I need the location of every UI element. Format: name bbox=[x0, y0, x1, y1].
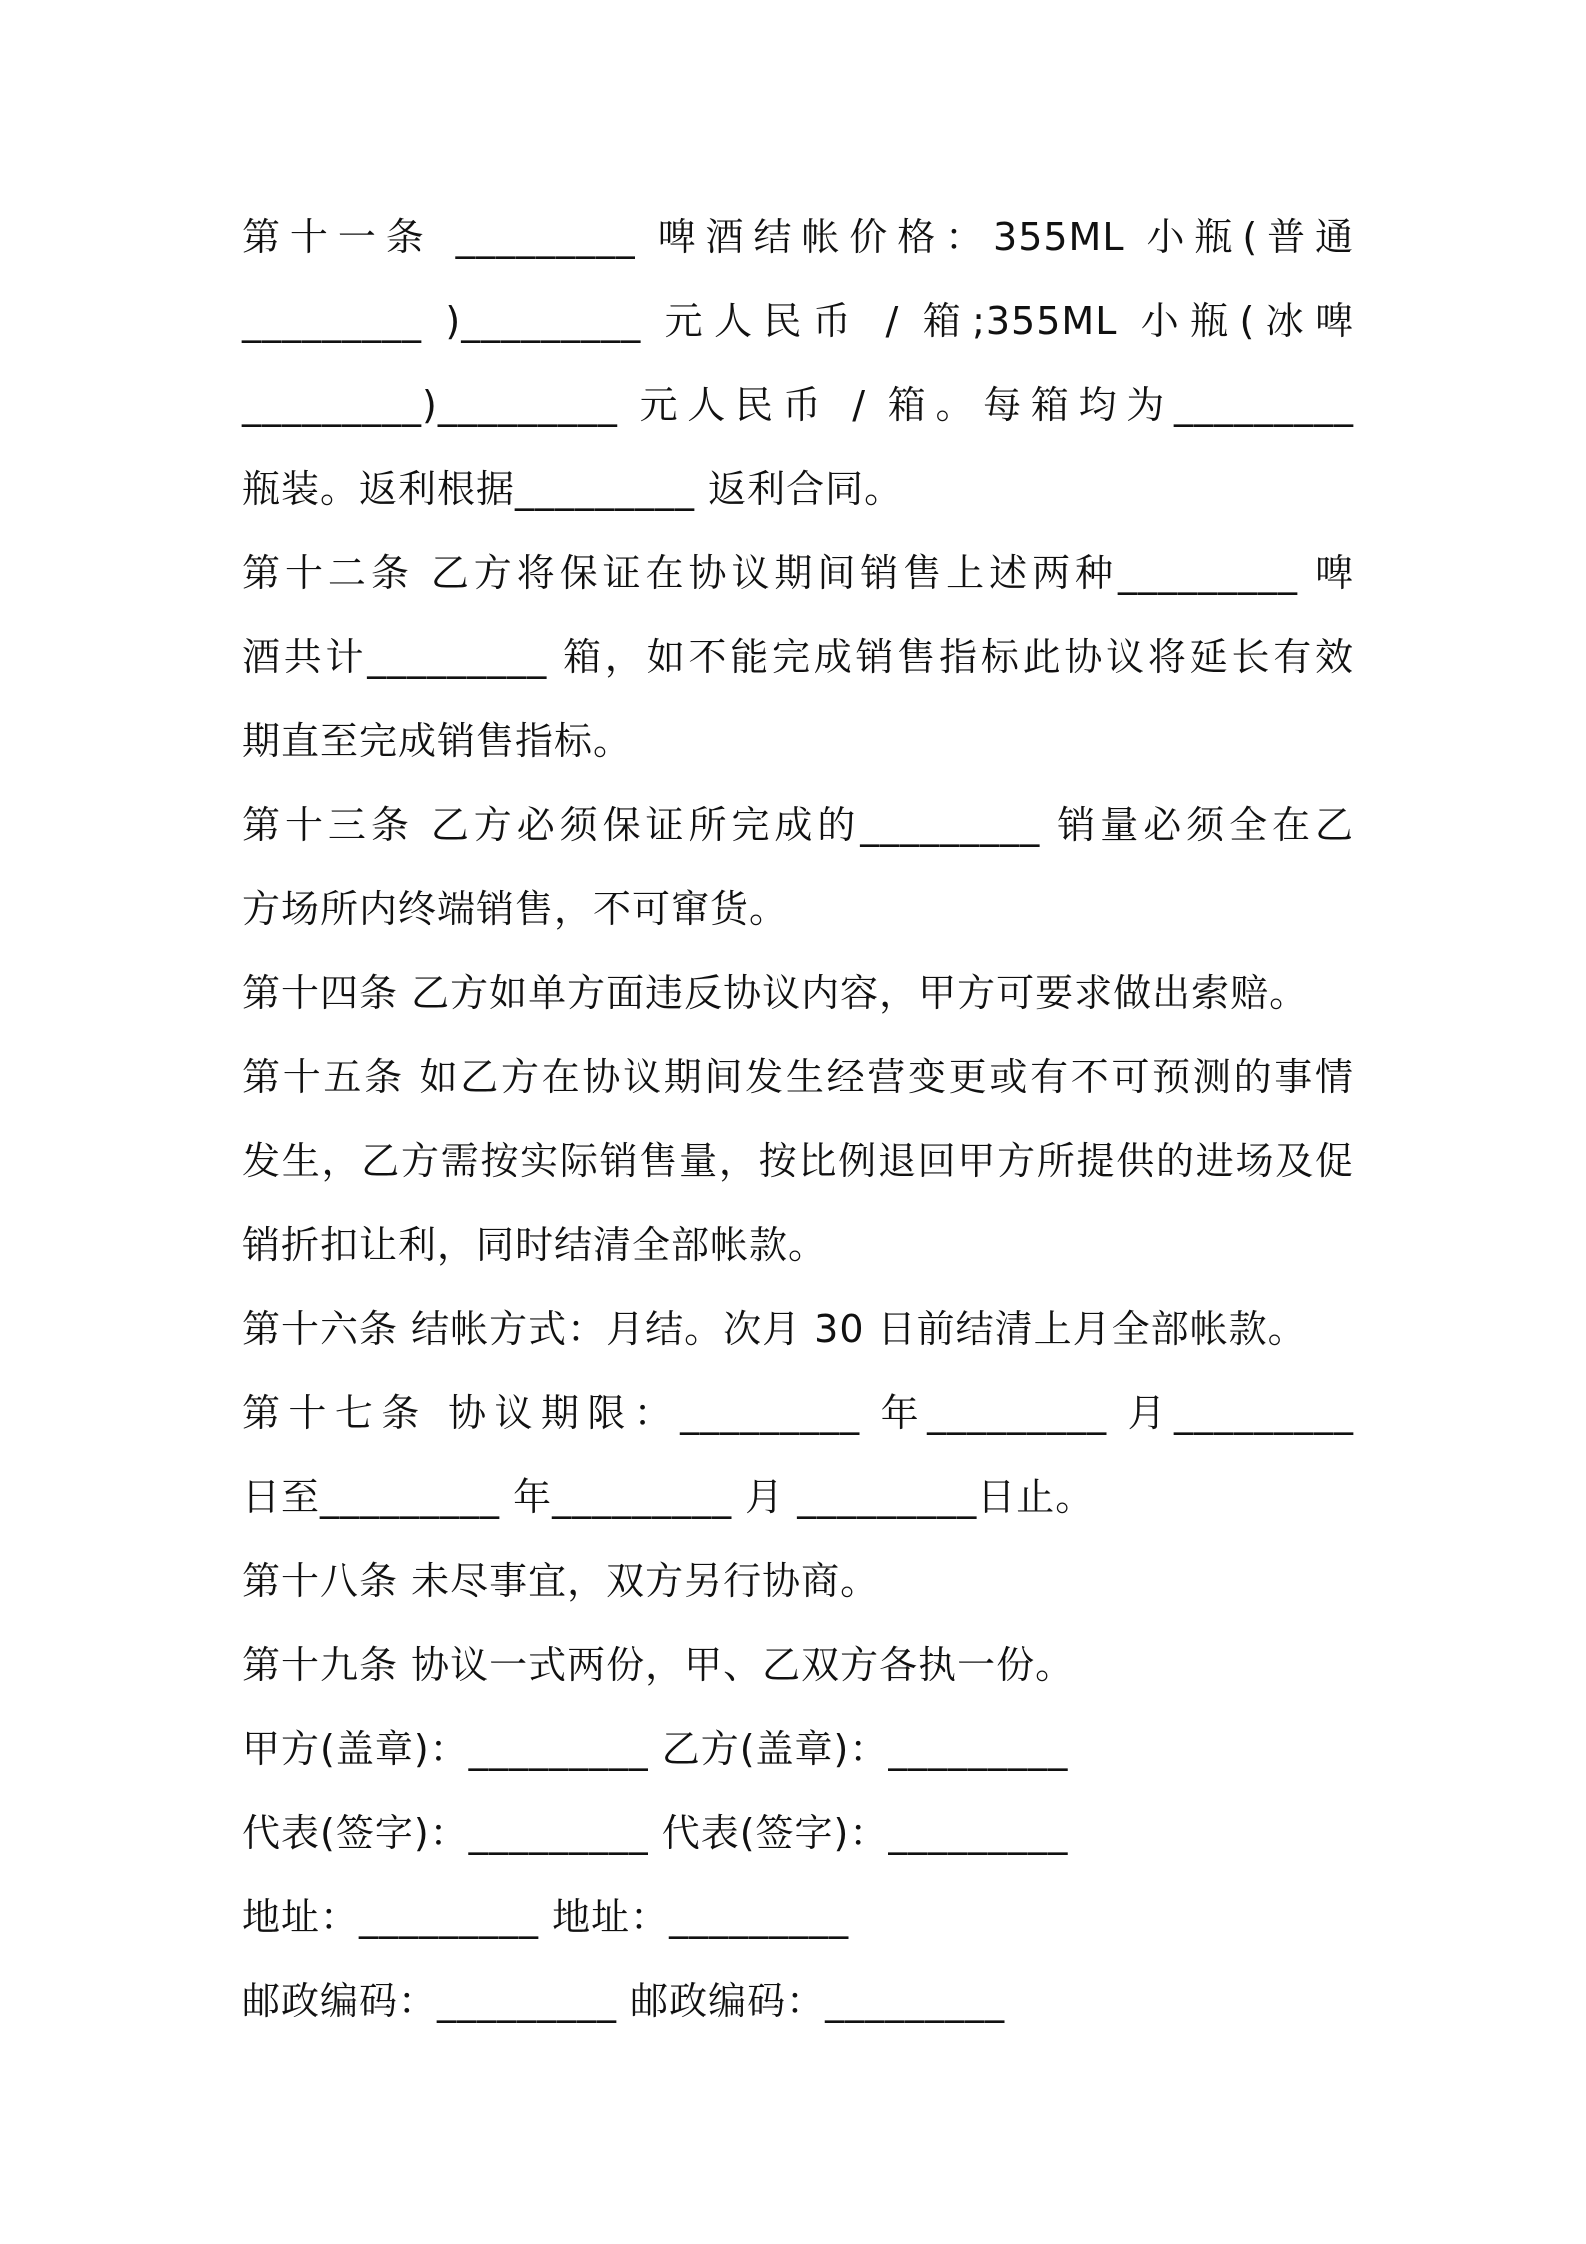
article-15-line-2: 发生，乙方需按实际销售量，按比例退回甲方所提供的进场及促 bbox=[242, 1139, 1354, 1183]
article-12-line-2: 酒共计_________ 箱，如不能完成销售指标此协议将延长有效 bbox=[242, 635, 1354, 679]
article-13 bbox=[242, 783, 1354, 951]
article-16-line-1: 第十六条 结帐方式：月结。次月 30 日前结清上月全部帐款。 bbox=[242, 1307, 1307, 1351]
article-12-line-1: 第十二条 乙方将保证在协议期间销售上述两种_________ 啤 bbox=[242, 551, 1354, 595]
article-15-line-3: 销折扣让利，同时结清全部帐款。 bbox=[242, 1223, 828, 1267]
article-16 bbox=[242, 1287, 1354, 1371]
signature-address-line: 地址：_________ 地址：_________ bbox=[242, 1895, 850, 1939]
signature-seal-line: 甲方(盖章)：_________ 乙方(盖章)：_________ bbox=[242, 1727, 1069, 1771]
article-18-line-1: 第十八条 未尽事宜，双方另行协商。 bbox=[242, 1559, 880, 1603]
article-14 bbox=[242, 951, 1354, 1035]
article-13-line-2: 方场所内终端销售，不可窜货。 bbox=[242, 887, 789, 931]
document-page bbox=[242, 195, 1354, 2043]
article-12 bbox=[242, 531, 1354, 783]
article-15-line-1: 第十五条 如乙方在协议期间发生经营变更或有不可预测的事情 bbox=[242, 1055, 1354, 1099]
signature-representative-line: 代表(签字)：_________ 代表(签字)：_________ bbox=[242, 1811, 1069, 1855]
article-12-line-3: 期直至完成销售指标。 bbox=[242, 719, 633, 763]
article-11-line-1: 第十一条 _________ 啤酒结帐价格：355ML 小瓶(普通 bbox=[242, 215, 1354, 259]
signature-block bbox=[242, 1707, 1354, 2043]
article-17-line-1: 第十七条 协议期限：_________ 年_________ 月_________ bbox=[242, 1391, 1354, 1435]
article-19 bbox=[242, 1623, 1354, 1707]
article-17-line-2: 日至_________ 年_________ 月 _________日止。 bbox=[242, 1475, 1095, 1519]
article-11-line-3: _________)_________ 元人民币 / 箱。每箱均为_________ bbox=[242, 383, 1354, 427]
article-18 bbox=[242, 1539, 1354, 1623]
article-15 bbox=[242, 1035, 1354, 1287]
article-19-line-1: 第十九条 协议一式两份，甲、乙双方各执一份。 bbox=[242, 1643, 1075, 1687]
article-17 bbox=[242, 1371, 1354, 1539]
article-14-line-1: 第十四条 乙方如单方面违反协议内容，甲方可要求做出索赔。 bbox=[242, 971, 1309, 1015]
article-11-line-2: _________ )_________ 元人民币 / 箱;355ML 小瓶(冰啤 bbox=[242, 299, 1354, 343]
article-11-line-4: 瓶装。返利根据_________ 返利合同。 bbox=[242, 467, 904, 511]
article-13-line-1: 第十三条 乙方必须保证所完成的_________ 销量必须全在乙 bbox=[242, 803, 1354, 847]
article-11 bbox=[242, 195, 1354, 531]
signature-postcode-line: 邮政编码：_________ 邮政编码：_________ bbox=[242, 1979, 1006, 2023]
